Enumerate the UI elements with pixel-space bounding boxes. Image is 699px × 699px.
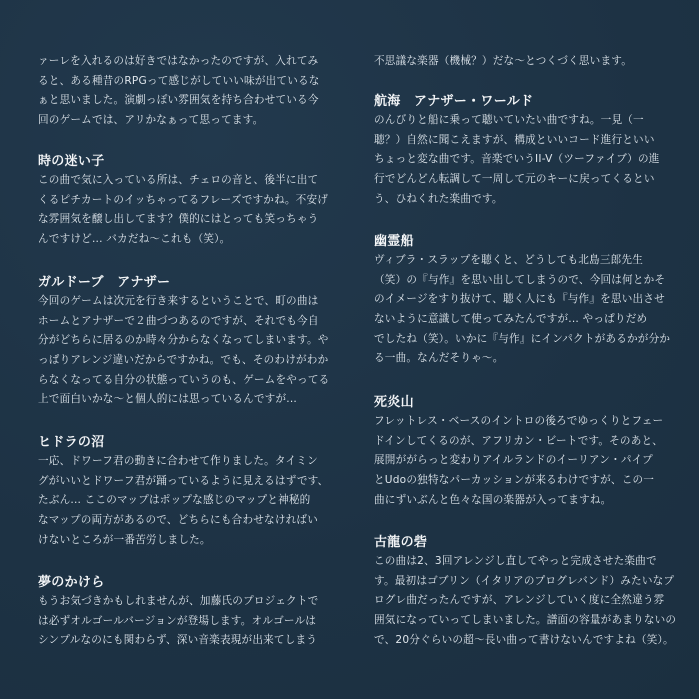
text-line: 分がどちらに居るのか時々分からなくなってしまいます。や [38, 334, 329, 347]
intro-continuation [374, 52, 680, 72]
text-line: この曲で気に入っている所は、チェロの音と、後半に出て [38, 174, 319, 186]
track-title: 時の迷い子 [38, 154, 105, 169]
text-line: ると、ある種昔のRPGって感じがしていい味が出ているな [38, 74, 320, 87]
text-line: この曲は2、3回アレンジし直してやっと完成させた楽曲で [374, 555, 657, 567]
text-line: くるピチカートのイッちゃってるフレーズですかね。不安げ [38, 193, 329, 206]
text-line: フレットレス・ベースのイントロの後ろでゆっくりとフェー [374, 415, 664, 427]
track-note-galdove-another [38, 274, 344, 410]
intro-continuation [38, 52, 344, 131]
text-line: けないところが一番苦労しました。 [38, 533, 211, 546]
text-line: ヴィブラ・スラップを聴くと、どうしても北島三郎先生 [374, 254, 643, 266]
text-line: ホームとアナザーで２曲づつあるのですが、それでも今自 [38, 314, 319, 327]
text-line: んですけど... バカだね〜これも（笑）。 [38, 233, 231, 246]
text-line: ないように意識して使ってみたんですが... やっぱりだめ [374, 313, 648, 326]
text-line: でしたね（笑）。いかに『与作』にインパクトがあるかが分か [374, 332, 671, 345]
text-line: な雰囲気を醸し出してます？僕的にはとっても笑っちゃう [38, 213, 319, 226]
text-line: す。最初はゴブリン（イタリアのプログレバンド）みたいなプ [374, 574, 675, 587]
text-line: らなくなってる自分の状態っていうのも、ゲームをやってる [38, 373, 330, 386]
track-title: 幽霊船 [374, 234, 414, 249]
track-title: 夢のかけら [38, 575, 105, 590]
text-line: 不思議な楽器（機械？）だな〜とつくづく思います。 [374, 55, 632, 67]
track-title: ガルドーブ アナザー [38, 275, 171, 290]
text-line: 一応、ドワーフ君の動きに合わせて作りました。タイミン [38, 455, 318, 467]
track-note-hydra-no-numa [38, 434, 344, 550]
track-title: 古龍の砦 [374, 535, 428, 550]
text-line: で、20分ぐらいの超〜長い曲って書けないんですよね（笑）。 [374, 633, 674, 646]
track-title: 死炎山 [374, 395, 414, 410]
track-title: ヒドラの沼 [38, 435, 105, 450]
text-line: シンプルなのにも関わらず、深い音楽表現が出来てしまう [38, 634, 318, 647]
text-line: のんびりと船に乗って聴いていたい曲ですね。一見（一 [374, 114, 644, 126]
text-line: 囲気になっていってしまいました。譜面の容量があまりないの [374, 614, 677, 627]
text-line: 聴？）自然に聞こえますが、構成といいコード進行といい [374, 133, 655, 146]
text-line: 展開ががらっと変わりアイルランドのイーリアン・パイプ [374, 454, 653, 467]
text-line: ログレ曲だったんですが、アレンジしていく度に全然違う雰 [374, 594, 665, 607]
text-line: のイメージをすり抜けて、聴く人にも『与作』を思い出させ [374, 293, 665, 306]
text-line: 上で面白いかな〜と個人的には思っているんですが... [38, 393, 297, 406]
text-line: る一曲。なんだそりゃ〜。 [374, 352, 504, 365]
text-line: 今回のゲームは次元を行き来するということで、町の曲は [38, 295, 319, 307]
text-line: ぁと思いました。演劇っぽい雰囲気を持ち合わせている今 [38, 94, 319, 107]
text-line: たぶん... ここのマップはポップな感じのマップと神秘的 [38, 494, 311, 507]
text-line: もうお気づきかもしれませんが、加藤氏のプロジェクトで [38, 595, 319, 607]
text-line: 回のゲームでは、アリかなぁって思ってます。 [38, 114, 264, 127]
text-line: ドインしてくるのが、アフリカン・ビートです。そのあと、 [374, 434, 664, 447]
track-note-yume-no-kakera [38, 574, 344, 651]
text-line: とUdoの独特なパーカッションが来るわけですが、この一 [374, 474, 655, 487]
text-line: グがいいとドワーフ君が踊っているように見えるはずです、 [38, 474, 329, 487]
text-line: ちょっと変な曲です。音楽でいうII-V（ツーファイブ）の進 [374, 153, 660, 166]
track-note-koukai-another-world [374, 93, 680, 209]
text-line: なマップの両方があるので、どちらにも合わせなければい [38, 514, 318, 527]
track-note-shienzan [374, 394, 680, 510]
text-line: っぱりアレンジ違いだからですかね。でも、そのわけがわか [38, 354, 329, 367]
text-line: ァーレを入れるのは好きではなかったのですが、入れてみ [38, 55, 319, 67]
track-note-toki-no-mayoigo [38, 153, 344, 250]
text-line: 行でどんどん転調して一周して元のキーに戻ってくるとい [374, 173, 655, 186]
track-note-yureisen [374, 233, 680, 369]
text-line: う、ひねくれた楽曲です。 [374, 192, 503, 205]
text-line: 曲にずいぶんと色々な国の楽器が入ってますね。 [374, 493, 612, 506]
text-line: （笑）の『与作』を思い出してしまうので、今回は何とかそ [374, 273, 666, 286]
track-note-koryu-no-toride [374, 534, 680, 650]
track-title: 航海 アナザー・ワールド [374, 94, 534, 109]
text-line: は必ずオルゴールバージョンが登場します。オルゴールは [38, 614, 317, 627]
